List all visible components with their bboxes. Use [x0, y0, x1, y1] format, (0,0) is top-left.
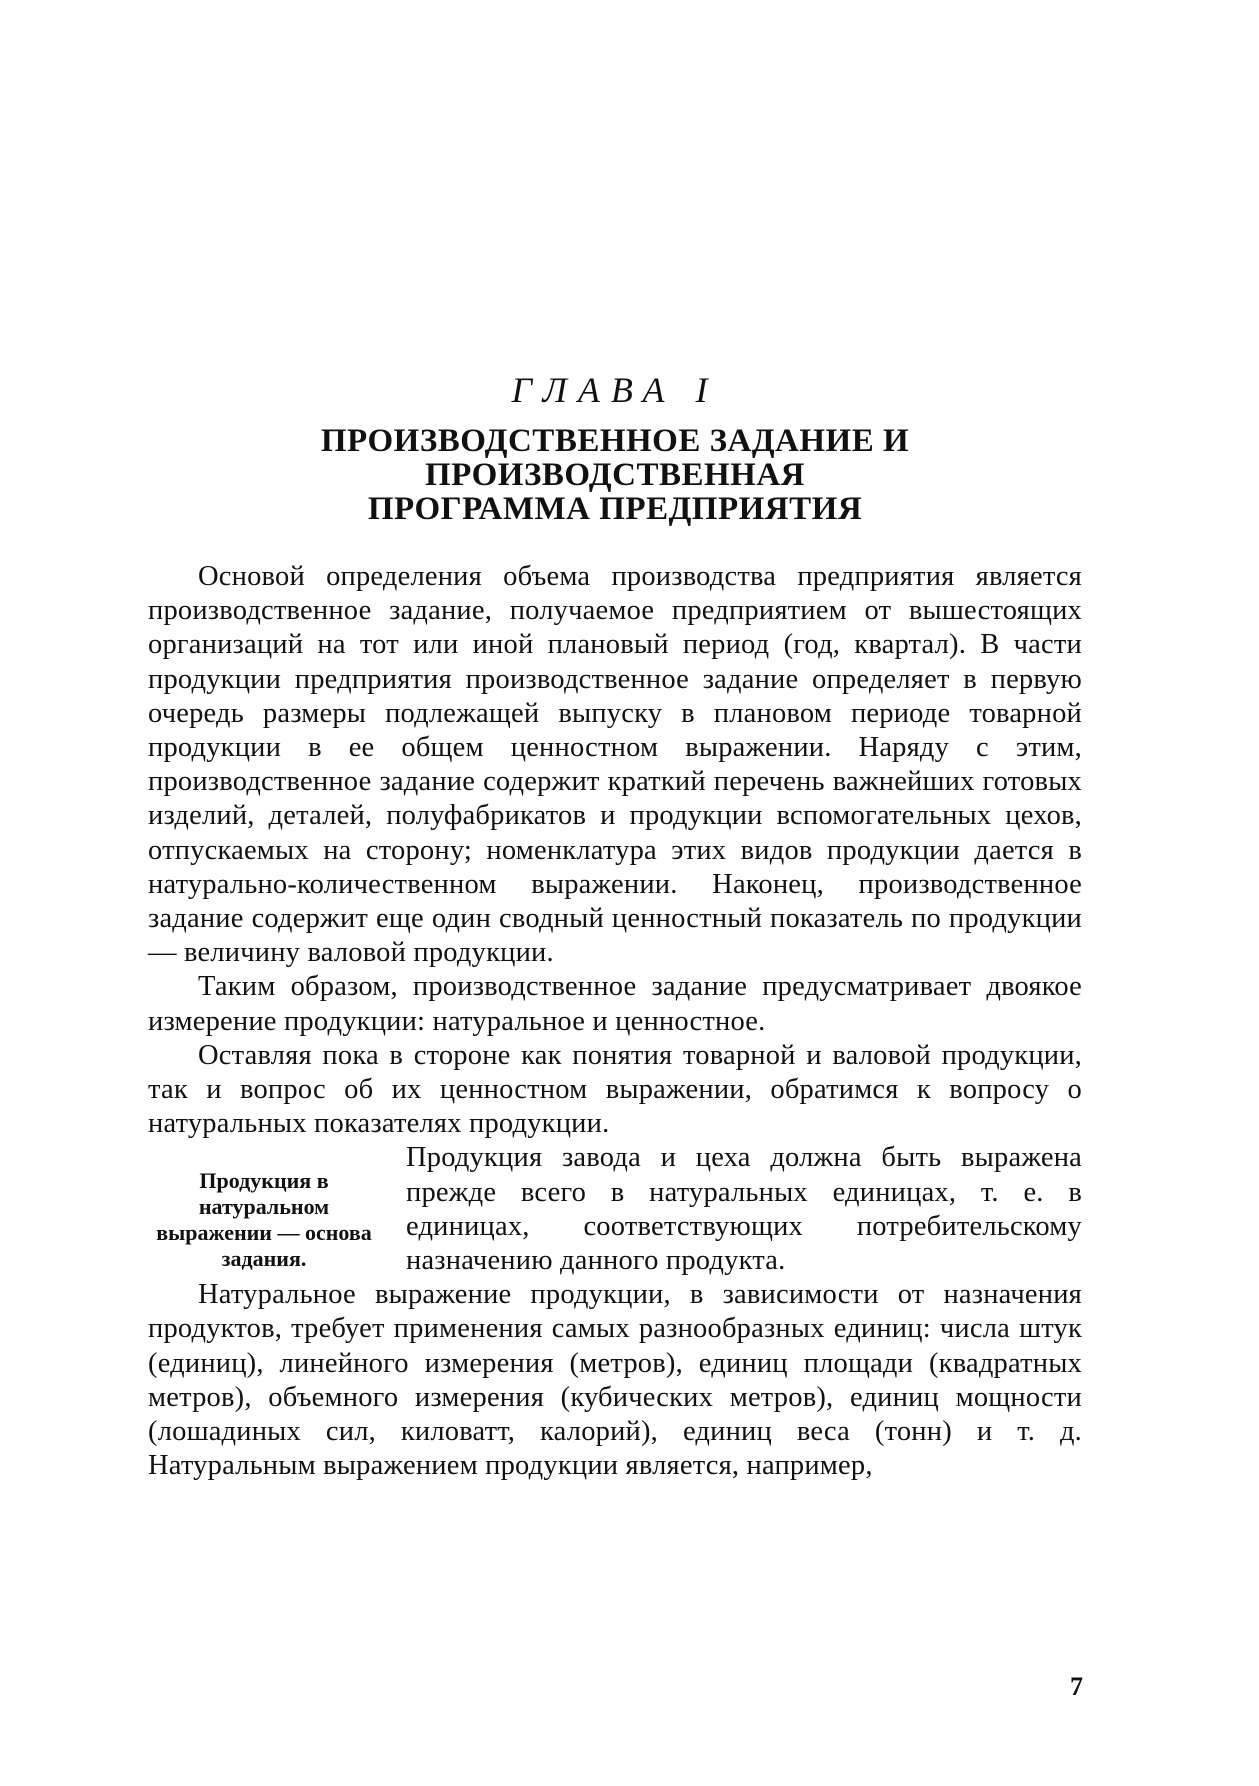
chapter-title-line-2: ПРОГРАММА ПРЕДПРИЯТИЯ: [367, 491, 863, 527]
paragraph-4: Продукция завода и цеха должна быть выражена прежде всего в натуральных единицах, т. е. в единицах, соответствующих потребительскому назначению данного продукта.: [406, 1142, 1082, 1277]
paragraph-1: Основой определения объема производства предприятия является производственное задание, получаемое предприятием от вышестоящих организаций на тот или иной плановый период (год, квартал). В части продукции предприятия производственное задание определяет в первую очередь размеры подлежащей выпуску в плановом периоде товарной продукции в ее общем ценностном выражении. Наряду с этим, производственное задание содержит краткий перечень важнейших готовых изделий, деталей, полуфабрикатов и продукции вспомогательных цехов, отпускаемых на сторону; номенклатура этих видов продукции дается в натурально-количественном выражении. Наконец, производственное задание содержит еще один сводный ценностный показатель по продукции — величину валовой продукции.: [148, 561, 1082, 969]
side-note-block: [148, 1141, 1082, 1278]
paragraph-2: Таким образом, производственное задание предусматривает двоякое измерение продукции: натуральное и ценностное.: [148, 971, 1082, 1037]
chapter-label: ГЛАВА I: [511, 370, 719, 410]
paragraph-3: Оставляя пока в стороне как понятия товарной и валовой продукции, так и вопрос об их ценностном выражении, обратимся к вопросу о натуральных показателях продукции.: [148, 1039, 1082, 1140]
chapter-title-line-1: ПРОИЗВОДСТВЕННОЕ ЗАДАНИЕ И ПРОИЗВОДСТВЕННАЯ: [320, 423, 910, 493]
margin-note: [148, 1141, 406, 1278]
text-column: [148, 370, 1082, 1483]
chapter-title: [148, 424, 1082, 526]
margin-note-text: Продукция в натуральном выражении — основа задания.: [156, 1167, 372, 1271]
page-number: 7: [1070, 1672, 1083, 1701]
paragraph-5: Натуральное выражение продукции, в зависимости от назначения продуктов, требует применения самых разнообразных единиц: числа штук (единиц), линейного измерения (метров), единиц площади (квадратных метров), объемного измерения (кубических метров), единиц мощности (лошадиных сил, киловатт, калорий), единиц веса (тонн) и т. д. Натуральным выражением продукции является, например,: [148, 1279, 1082, 1482]
